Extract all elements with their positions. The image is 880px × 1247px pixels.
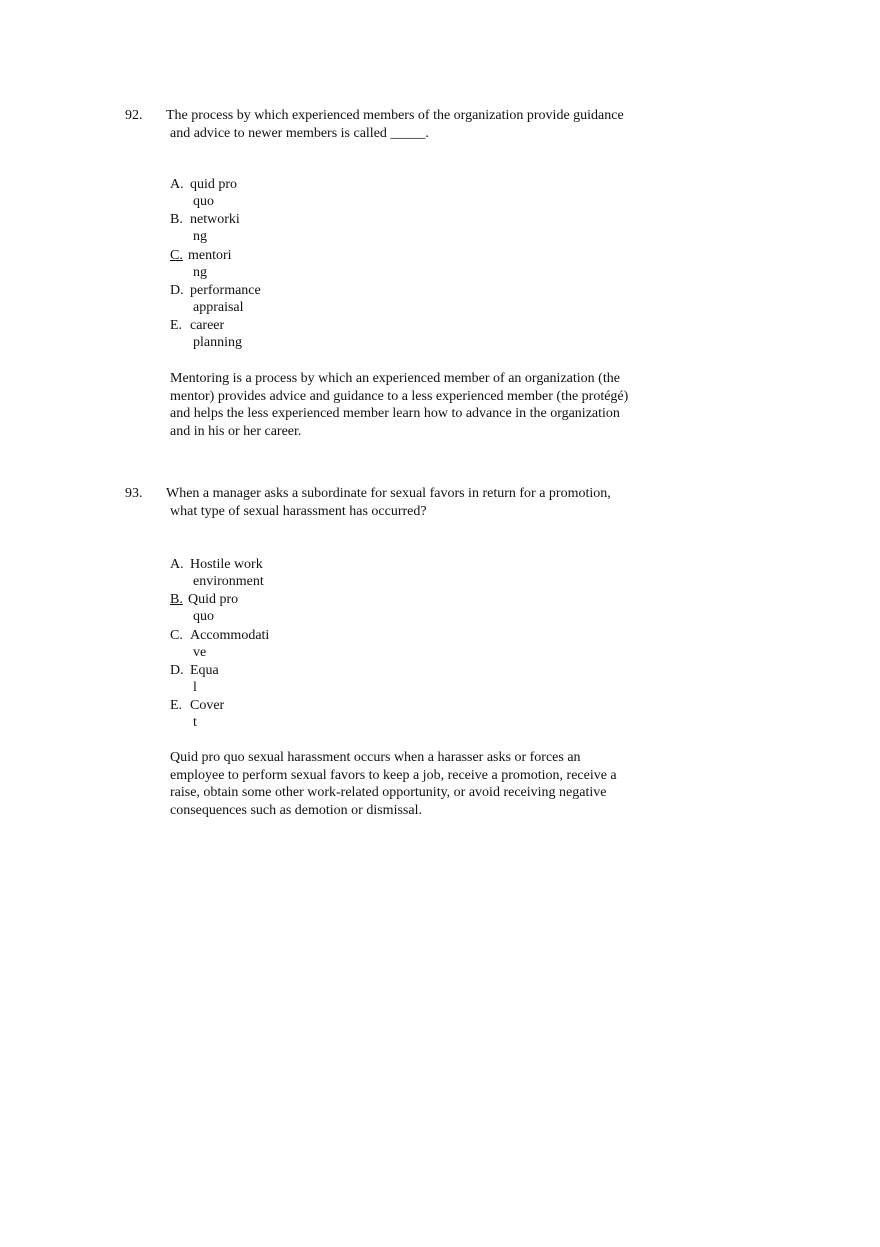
question-stem-line: When a manager asks a subordinate for sexual favors in return for a promotion, [166,486,611,501]
choice-text-continued: environment [193,574,264,589]
choice-letter: A. [170,557,184,572]
choice-text-continued: planning [193,335,242,350]
choice-text: quid pro [190,177,238,192]
choice-d [170,662,370,697]
choice-b-correct [170,591,370,626]
choice-e [170,697,370,732]
choice-a [170,556,370,591]
choice-a [170,176,370,211]
question-stem-line: what type of sexual harassment has occurred? [170,503,427,519]
explanation-line: and in his or her career. [170,423,302,439]
explanation-line: Mentoring is a process by which an experienced member of an organization (the [170,371,620,386]
choice-text: Hostile work [190,557,263,572]
choice-text-continued: ve [193,645,207,660]
question-stem-line: The process by which experienced members of the organization provide guidance [166,108,624,123]
explanation-line: employee to perform sexual favors to keep a job, receive a promotion, receive a [170,767,617,783]
question-stem [166,107,650,142]
choice-letter: E. [170,318,183,333]
choice-text: Accommodati [190,628,270,643]
choice-letter-correct: B. [170,592,183,607]
choice-letter: A. [170,177,184,192]
explanation-line: Quid pro quo sexual harassment occurs when a harasser asks or forces an [170,750,581,765]
question-stem-line: and advice to newer members is called _____. [170,125,429,141]
choice-text-continued: appraisal [193,300,244,315]
choice-c [170,627,370,662]
choice-letter: B. [170,212,183,227]
choice-e [170,317,370,352]
question-number: 92. [125,108,143,123]
choice-text-continued: quo [193,194,214,209]
explanation-92 [170,370,650,440]
explanation-line: mentor) provides advice and guidance to a less experienced member (the protégé) [170,388,629,404]
choice-letter: C. [170,628,183,643]
choice-text-continued: l [193,680,197,695]
choice-text: career [190,318,225,333]
choice-text-continued: ng [193,265,207,280]
choice-text: Equa [190,663,219,678]
choice-letter: D. [170,663,184,678]
choice-text: Cover [190,698,225,713]
choice-letter: E. [170,698,183,713]
choice-text: Quid pro [188,592,239,607]
explanation-line: and helps the less experienced member learn how to advance in the organization [170,406,620,421]
question-stem [166,485,650,520]
choice-letter: D. [170,283,184,298]
choice-text: performance [190,283,261,298]
choice-text-continued: ng [193,229,207,244]
choice-text-continued: t [193,715,197,730]
explanation-line: raise, obtain some other work-related opportunity, or avoid receiving negative [170,785,607,800]
choice-text: networki [190,212,240,227]
question-number: 93. [125,486,143,501]
explanation-line: consequences such as demotion or dismissal. [170,802,422,818]
choice-text-continued: quo [193,609,214,624]
choice-d [170,282,370,317]
choice-c-correct [170,247,370,282]
explanation-93 [170,749,650,819]
choice-text: mentori [188,248,232,263]
choice-b [170,211,370,246]
choice-letter-correct: C. [170,248,183,263]
